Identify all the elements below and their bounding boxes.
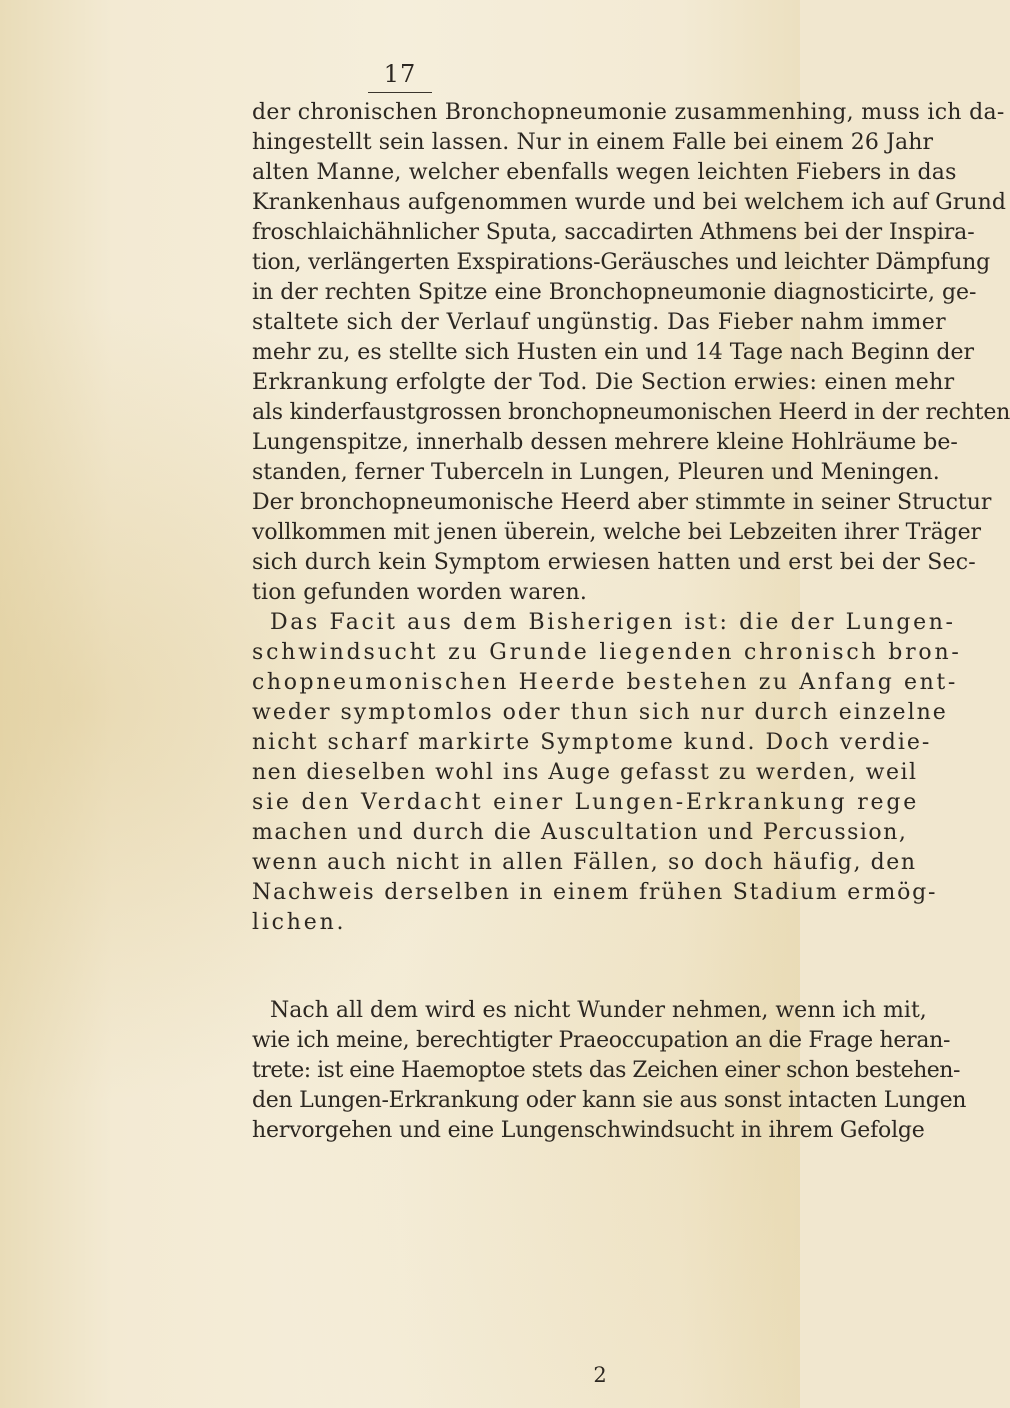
text-line: sie den Verdacht einer Lungen-Erkrankung rege: [252, 790, 920, 815]
text-line: lichen.: [252, 910, 347, 935]
text-line: Der bronchopneumonische Heerd aber stimmte in seiner Structur: [252, 490, 992, 515]
text-line: trete: ist eine Haemoptoe stets das Zeichen einer schon bestehen-: [252, 1058, 960, 1083]
text-line: nicht scharf markirte Symptome kund. Doch verdie-: [252, 730, 932, 755]
text-line: froschlaichähnlicher Sputa, saccadirten Athmens bei der Inspira-: [252, 220, 975, 245]
text-line: hervorgehen und eine Lungenschwindsucht in ihrem Gefolge: [252, 1118, 925, 1143]
text-block: [0, 96, 1010, 1356]
text-line: nen dieselben wohl ins Auge gefasst zu werden, weil: [252, 760, 918, 785]
text-line: Krankenhaus aufgenommen wurde und bei welchem ich auf Grund: [252, 190, 1007, 215]
running-head: [0, 58, 800, 98]
text-line: in der rechten Spitze eine Bronchopneumonie diagnosticirte, ge-: [252, 280, 977, 305]
text-line: den Lungen-Erkrankung oder kann sie aus sonst intacten Lungen: [252, 1088, 967, 1113]
text-line: staltete sich der Verlauf ungünstig. Das Fieber nahm immer: [252, 310, 947, 335]
text-line: tion gefunden worden waren.: [252, 580, 588, 605]
text-line: Lungenspitze, innerhalb dessen mehrere kleine Hohlräume be-: [252, 430, 958, 455]
text-line: wie ich meine, berechtigter Praeoccupation an die Frage heran-: [252, 1028, 951, 1053]
text-line: wenn auch nicht in allen Fällen, so doch häufig, den: [252, 850, 917, 875]
text-line: vollkommen mit jenen überein, welche bei Lebzeiten ihrer Träger: [252, 520, 981, 545]
text-line: als kinderfaustgrossen bronchopneumonischen Heerd in der rechten: [252, 400, 1010, 425]
text-line: mehr zu, es stellte sich Husten ein und 14 Tage nach Beginn der: [252, 340, 974, 365]
text-line: machen und durch die Auscultation und Percussion,: [252, 820, 908, 845]
signature-mark: 2: [593, 1363, 607, 1387]
page-number: 17: [383, 60, 417, 88]
page-number-rule: [368, 92, 432, 93]
text-line: chopneumonischen Heerde bestehen zu Anfang ent-: [252, 670, 958, 695]
text-line: alten Manne, welcher ebenfalls wegen leichten Fiebers in das: [252, 160, 957, 185]
text-line: Nach all dem wird es nicht Wunder nehmen, wenn ich mit,: [270, 998, 927, 1023]
text-line: schwindsucht zu Grunde liegenden chronisch bron-: [252, 640, 962, 665]
text-line: standen, ferner Tuberceln in Lungen, Pleuren und Meningen.: [252, 460, 940, 485]
text-line: weder symptomlos oder thun sich nur durch einzelne: [252, 700, 948, 725]
text-line: Erkrankung erfolgte der Tod. Die Section erwies: einen mehr: [252, 370, 955, 395]
text-line: Das Facit aus dem Bisherigen ist: die der Lungen-: [270, 610, 956, 635]
text-line: sich durch kein Symptom erwiesen hatten und erst bei der Sec-: [252, 550, 976, 575]
text-line: Nachweis derselben in einem frühen Stadium ermög-: [252, 880, 938, 905]
text-line: hingestellt sein lassen. Nur in einem Falle bei einem 26 Jahr: [252, 130, 934, 155]
text-line: der chronischen Bronchopneumonie zusammenhing, muss ich da-: [252, 100, 1005, 125]
text-line: tion, verlängerten Exspirations-Geräusches und leichter Dämpfung: [252, 250, 991, 275]
